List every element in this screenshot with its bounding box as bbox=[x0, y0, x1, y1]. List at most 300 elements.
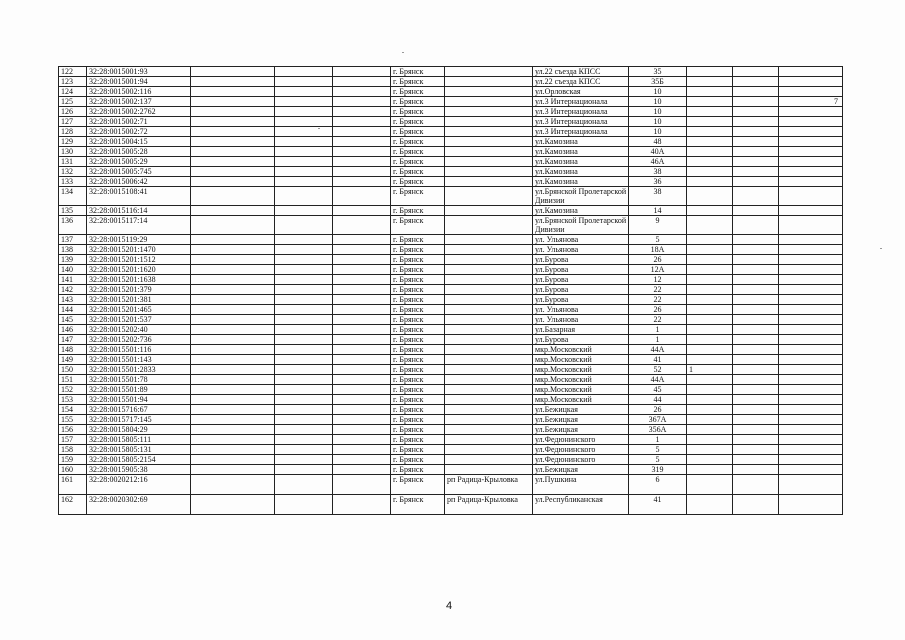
empty-cell bbox=[275, 77, 333, 87]
empty-cell bbox=[191, 167, 275, 177]
extra-cell bbox=[687, 295, 733, 305]
empty-cell bbox=[333, 325, 391, 335]
apartment-cell bbox=[779, 345, 843, 355]
scan-speck bbox=[880, 248, 882, 249]
apartment-cell bbox=[779, 157, 843, 167]
extra-cell bbox=[687, 355, 733, 365]
empty-cell bbox=[333, 455, 391, 465]
house-number-cell: 44А bbox=[629, 375, 687, 385]
row-number-cell: 138 bbox=[59, 245, 87, 255]
table-row bbox=[59, 87, 843, 97]
city-cell: г. Брянск bbox=[391, 97, 445, 107]
empty-cell bbox=[191, 425, 275, 435]
extra-cell bbox=[687, 147, 733, 157]
city-cell: г. Брянск bbox=[391, 465, 445, 475]
empty-cell bbox=[733, 475, 779, 495]
cadastral-number-cell: 32:28:0015805:131 bbox=[87, 445, 191, 455]
street-cell: ул.Пушкина bbox=[533, 475, 629, 495]
empty-cell bbox=[275, 375, 333, 385]
house-number-cell: 10 bbox=[629, 107, 687, 117]
empty-cell bbox=[333, 385, 391, 395]
house-number-cell: 12 bbox=[629, 275, 687, 285]
row-number-cell: 152 bbox=[59, 385, 87, 395]
street-cell: мкр.Московский bbox=[533, 345, 629, 355]
empty-cell bbox=[333, 127, 391, 137]
district-cell bbox=[445, 445, 533, 455]
table-row bbox=[59, 275, 843, 285]
row-number-cell: 129 bbox=[59, 137, 87, 147]
empty-cell bbox=[191, 295, 275, 305]
empty-cell bbox=[275, 265, 333, 275]
row-number-cell: 148 bbox=[59, 345, 87, 355]
apartment-cell bbox=[779, 375, 843, 385]
cadastral-number-cell: 32:28:0015002:137 bbox=[87, 97, 191, 107]
cadastral-number-cell: 32:28:0015501:143 bbox=[87, 355, 191, 365]
apartment-cell bbox=[779, 87, 843, 97]
empty-cell bbox=[733, 187, 779, 206]
extra-cell bbox=[687, 157, 733, 167]
empty-cell bbox=[733, 295, 779, 305]
district-cell bbox=[445, 285, 533, 295]
district-cell bbox=[445, 147, 533, 157]
extra-cell bbox=[687, 255, 733, 265]
empty-cell bbox=[333, 295, 391, 305]
table-row bbox=[59, 495, 843, 515]
empty-cell bbox=[733, 465, 779, 475]
empty-cell bbox=[333, 177, 391, 187]
district-cell bbox=[445, 425, 533, 435]
house-number-cell: 1 bbox=[629, 435, 687, 445]
house-number-cell: 6 bbox=[629, 475, 687, 495]
row-number-cell: 157 bbox=[59, 435, 87, 445]
street-cell: ул.Федюнинского bbox=[533, 455, 629, 465]
empty-cell bbox=[733, 435, 779, 445]
empty-cell bbox=[733, 385, 779, 395]
extra-cell bbox=[687, 405, 733, 415]
cadastral-number-cell: 32:28:0015001:93 bbox=[87, 67, 191, 77]
extra-cell bbox=[687, 435, 733, 445]
empty-cell bbox=[333, 107, 391, 117]
empty-cell bbox=[333, 285, 391, 295]
extra-cell bbox=[687, 67, 733, 77]
empty-cell bbox=[275, 495, 333, 515]
empty-cell bbox=[733, 455, 779, 465]
empty-cell bbox=[333, 395, 391, 405]
scan-speck bbox=[318, 128, 320, 129]
extra-cell bbox=[687, 465, 733, 475]
cadastral-number-cell: 32:28:0015201:1620 bbox=[87, 265, 191, 275]
street-cell: ул.Республиканская bbox=[533, 495, 629, 515]
empty-cell bbox=[275, 365, 333, 375]
empty-cell bbox=[733, 415, 779, 425]
empty-cell bbox=[191, 335, 275, 345]
apartment-cell bbox=[779, 255, 843, 265]
cadastral-number-cell: 32:28:0015005:745 bbox=[87, 167, 191, 177]
empty-cell bbox=[191, 255, 275, 265]
extra-cell bbox=[687, 305, 733, 315]
extra-cell bbox=[687, 167, 733, 177]
city-cell: г. Брянск bbox=[391, 335, 445, 345]
empty-cell bbox=[275, 285, 333, 295]
city-cell: г. Брянск bbox=[391, 235, 445, 245]
city-cell: г. Брянск bbox=[391, 345, 445, 355]
house-number-cell: 52 bbox=[629, 365, 687, 375]
house-number-cell: 14 bbox=[629, 206, 687, 216]
apartment-cell bbox=[779, 177, 843, 187]
cadastral-number-cell: 32:28:0015002:116 bbox=[87, 87, 191, 97]
empty-cell bbox=[275, 275, 333, 285]
empty-cell bbox=[275, 235, 333, 245]
row-number-cell: 145 bbox=[59, 315, 87, 325]
extra-cell bbox=[687, 107, 733, 117]
street-cell: ул.3 Интернационала bbox=[533, 107, 629, 117]
apartment-cell bbox=[779, 295, 843, 305]
empty-cell bbox=[275, 107, 333, 117]
house-number-cell: 1 bbox=[629, 335, 687, 345]
row-number-cell: 146 bbox=[59, 325, 87, 335]
row-number-cell: 124 bbox=[59, 87, 87, 97]
empty-cell bbox=[733, 375, 779, 385]
house-number-cell: 38 bbox=[629, 167, 687, 177]
empty-cell bbox=[191, 157, 275, 167]
empty-cell bbox=[191, 235, 275, 245]
cadastral-number-cell: 32:28:0015002:2762 bbox=[87, 107, 191, 117]
empty-cell bbox=[191, 285, 275, 295]
cadastral-number-cell: 32:28:0015116:14 bbox=[87, 206, 191, 216]
row-number-cell: 135 bbox=[59, 206, 87, 216]
empty-cell bbox=[191, 305, 275, 315]
city-cell: г. Брянск bbox=[391, 455, 445, 465]
district-cell: рп Радица-Крыловка bbox=[445, 495, 533, 515]
district-cell bbox=[445, 265, 533, 275]
extra-cell bbox=[687, 425, 733, 435]
empty-cell bbox=[733, 97, 779, 107]
city-cell: г. Брянск bbox=[391, 355, 445, 365]
empty-cell bbox=[191, 395, 275, 405]
empty-cell bbox=[733, 147, 779, 157]
row-number-cell: 126 bbox=[59, 107, 87, 117]
city-cell: г. Брянск bbox=[391, 495, 445, 515]
empty-cell bbox=[733, 425, 779, 435]
extra-cell bbox=[687, 216, 733, 235]
apartment-cell bbox=[779, 275, 843, 285]
street-cell: ул.Бурова bbox=[533, 255, 629, 265]
apartment-cell bbox=[779, 187, 843, 206]
row-number-cell: 153 bbox=[59, 395, 87, 405]
extra-cell bbox=[687, 245, 733, 255]
empty-cell bbox=[275, 475, 333, 495]
extra-cell bbox=[687, 325, 733, 335]
extra-cell bbox=[687, 495, 733, 515]
empty-cell bbox=[275, 325, 333, 335]
table-row bbox=[59, 395, 843, 405]
empty-cell bbox=[191, 495, 275, 515]
cadastral-number-cell: 32:28:0015002:72 bbox=[87, 127, 191, 137]
cadastral-number-cell: 32:28:0015717:145 bbox=[87, 415, 191, 425]
street-cell: ул.Бежицкая bbox=[533, 415, 629, 425]
row-number-cell: 128 bbox=[59, 127, 87, 137]
row-number-cell: 130 bbox=[59, 147, 87, 157]
empty-cell bbox=[733, 305, 779, 315]
apartment-cell bbox=[779, 415, 843, 425]
table-row bbox=[59, 365, 843, 375]
cadastral-number-cell: 32:28:0015108:41 bbox=[87, 187, 191, 206]
empty-cell bbox=[275, 127, 333, 137]
empty-cell bbox=[191, 275, 275, 285]
house-number-cell: 5 bbox=[629, 235, 687, 245]
row-number-cell: 161 bbox=[59, 475, 87, 495]
empty-cell bbox=[191, 127, 275, 137]
street-cell: мкр.Московский bbox=[533, 365, 629, 375]
district-cell bbox=[445, 255, 533, 265]
house-number-cell: 38 bbox=[629, 187, 687, 206]
row-number-cell: 140 bbox=[59, 265, 87, 275]
row-number-cell: 143 bbox=[59, 295, 87, 305]
empty-cell bbox=[333, 495, 391, 515]
cadastral-number-cell: 32:28:0015117:14 bbox=[87, 216, 191, 235]
cadastral-number-cell: 32:28:0015201:1512 bbox=[87, 255, 191, 265]
row-number-cell: 162 bbox=[59, 495, 87, 515]
row-number-cell: 127 bbox=[59, 117, 87, 127]
house-number-cell: 44 bbox=[629, 395, 687, 405]
house-number-cell: 44А bbox=[629, 345, 687, 355]
extra-cell bbox=[687, 275, 733, 285]
city-cell: г. Брянск bbox=[391, 265, 445, 275]
district-cell bbox=[445, 127, 533, 137]
district-cell bbox=[445, 295, 533, 305]
extra-cell bbox=[687, 235, 733, 245]
extra-cell bbox=[687, 445, 733, 455]
property-register-table bbox=[58, 66, 843, 515]
table-row bbox=[59, 177, 843, 187]
row-number-cell: 154 bbox=[59, 405, 87, 415]
street-cell: ул.3 Интернационала bbox=[533, 127, 629, 137]
empty-cell bbox=[191, 67, 275, 77]
empty-cell bbox=[275, 355, 333, 365]
street-cell: ул.Брянской Пролетарской Дивизии bbox=[533, 216, 629, 235]
district-cell bbox=[445, 455, 533, 465]
empty-cell bbox=[333, 405, 391, 415]
house-number-cell: 48 bbox=[629, 137, 687, 147]
empty-cell bbox=[275, 335, 333, 345]
district-cell bbox=[445, 117, 533, 127]
cadastral-number-cell: 32:28:0015201:1470 bbox=[87, 245, 191, 255]
empty-cell bbox=[733, 67, 779, 77]
city-cell: г. Брянск bbox=[391, 147, 445, 157]
row-number-cell: 122 bbox=[59, 67, 87, 77]
empty-cell bbox=[333, 355, 391, 365]
street-cell: ул.Бежицкая bbox=[533, 405, 629, 415]
house-number-cell: 1 bbox=[629, 325, 687, 335]
empty-cell bbox=[333, 206, 391, 216]
row-number-cell: 149 bbox=[59, 355, 87, 365]
empty-cell bbox=[333, 415, 391, 425]
empty-cell bbox=[333, 67, 391, 77]
city-cell: г. Брянск bbox=[391, 157, 445, 167]
empty-cell bbox=[333, 137, 391, 147]
empty-cell bbox=[191, 187, 275, 206]
empty-cell bbox=[333, 305, 391, 315]
district-cell bbox=[445, 97, 533, 107]
empty-cell bbox=[733, 216, 779, 235]
district-cell bbox=[445, 365, 533, 375]
street-cell: ул.Камозина bbox=[533, 147, 629, 157]
table-row bbox=[59, 245, 843, 255]
empty-cell bbox=[733, 345, 779, 355]
row-number-cell: 123 bbox=[59, 77, 87, 87]
district-cell bbox=[445, 77, 533, 87]
apartment-cell bbox=[779, 265, 843, 275]
table-row bbox=[59, 77, 843, 87]
empty-cell bbox=[275, 405, 333, 415]
empty-cell bbox=[333, 475, 391, 495]
street-cell: ул.22 съезда КПСС bbox=[533, 77, 629, 87]
street-cell: ул.Бурова bbox=[533, 295, 629, 305]
table-row bbox=[59, 435, 843, 445]
empty-cell bbox=[275, 315, 333, 325]
row-number-cell: 150 bbox=[59, 365, 87, 375]
street-cell: ул.Орловская bbox=[533, 87, 629, 97]
empty-cell bbox=[333, 365, 391, 375]
district-cell bbox=[445, 305, 533, 315]
empty-cell bbox=[733, 206, 779, 216]
house-number-cell: 40А bbox=[629, 147, 687, 157]
apartment-cell bbox=[779, 445, 843, 455]
apartment-cell bbox=[779, 107, 843, 117]
cadastral-number-cell: 32:28:0015716:67 bbox=[87, 405, 191, 415]
street-cell: ул.Камозина bbox=[533, 177, 629, 187]
empty-cell bbox=[733, 235, 779, 245]
apartment-cell bbox=[779, 167, 843, 177]
empty-cell bbox=[275, 177, 333, 187]
district-cell bbox=[445, 157, 533, 167]
empty-cell bbox=[733, 137, 779, 147]
city-cell: г. Брянск bbox=[391, 405, 445, 415]
table-row bbox=[59, 415, 843, 425]
street-cell: мкр.Московский bbox=[533, 375, 629, 385]
cadastral-number-cell: 32:28:0015001:94 bbox=[87, 77, 191, 87]
extra-cell bbox=[687, 137, 733, 147]
cadastral-number-cell: 32:28:0015202:40 bbox=[87, 325, 191, 335]
cadastral-number-cell: 32:28:0015501:89 bbox=[87, 385, 191, 395]
empty-cell bbox=[275, 255, 333, 265]
empty-cell bbox=[275, 137, 333, 147]
table-row bbox=[59, 405, 843, 415]
table-row bbox=[59, 325, 843, 335]
empty-cell bbox=[733, 245, 779, 255]
table-row bbox=[59, 265, 843, 275]
row-number-cell: 142 bbox=[59, 285, 87, 295]
apartment-cell bbox=[779, 455, 843, 465]
empty-cell bbox=[333, 465, 391, 475]
house-number-cell: 35 bbox=[629, 67, 687, 77]
district-cell bbox=[445, 315, 533, 325]
house-number-cell: 356А bbox=[629, 425, 687, 435]
empty-cell bbox=[275, 206, 333, 216]
empty-cell bbox=[733, 335, 779, 345]
empty-cell bbox=[733, 365, 779, 375]
house-number-cell: 10 bbox=[629, 127, 687, 137]
district-cell bbox=[445, 87, 533, 97]
empty-cell bbox=[275, 187, 333, 206]
apartment-cell bbox=[779, 117, 843, 127]
house-number-cell: 5 bbox=[629, 445, 687, 455]
house-number-cell: 10 bbox=[629, 117, 687, 127]
empty-cell bbox=[191, 147, 275, 157]
empty-cell bbox=[333, 245, 391, 255]
street-cell: мкр.Московский bbox=[533, 355, 629, 365]
row-number-cell: 158 bbox=[59, 445, 87, 455]
cadastral-number-cell: 32:28:0015805:111 bbox=[87, 435, 191, 445]
house-number-cell: 12А bbox=[629, 265, 687, 275]
extra-cell bbox=[687, 187, 733, 206]
empty-cell bbox=[333, 435, 391, 445]
row-number-cell: 139 bbox=[59, 255, 87, 265]
apartment-cell bbox=[779, 475, 843, 495]
apartment-cell bbox=[779, 425, 843, 435]
empty-cell bbox=[275, 87, 333, 97]
house-number-cell: 36 bbox=[629, 177, 687, 187]
empty-cell bbox=[191, 97, 275, 107]
empty-cell bbox=[191, 435, 275, 445]
empty-cell bbox=[275, 117, 333, 127]
table-row bbox=[59, 425, 843, 435]
table-row bbox=[59, 127, 843, 137]
district-cell bbox=[445, 395, 533, 405]
empty-cell bbox=[275, 385, 333, 395]
apartment-cell bbox=[779, 395, 843, 405]
empty-cell bbox=[275, 147, 333, 157]
street-cell: ул. Ульянова bbox=[533, 245, 629, 255]
district-cell bbox=[445, 345, 533, 355]
cadastral-number-cell: 32:28:0020302:69 bbox=[87, 495, 191, 515]
empty-cell bbox=[275, 305, 333, 315]
city-cell: г. Брянск bbox=[391, 67, 445, 77]
empty-cell bbox=[733, 107, 779, 117]
empty-cell bbox=[191, 345, 275, 355]
city-cell: г. Брянск bbox=[391, 445, 445, 455]
house-number-cell: 26 bbox=[629, 405, 687, 415]
extra-cell bbox=[687, 335, 733, 345]
table-row bbox=[59, 107, 843, 117]
extra-cell bbox=[687, 206, 733, 216]
house-number-cell: 45 bbox=[629, 385, 687, 395]
empty-cell bbox=[275, 295, 333, 305]
empty-cell bbox=[275, 395, 333, 405]
empty-cell bbox=[275, 245, 333, 255]
extra-cell bbox=[687, 345, 733, 355]
street-cell: ул.Камозина bbox=[533, 206, 629, 216]
empty-cell bbox=[333, 77, 391, 87]
apartment-cell bbox=[779, 127, 843, 137]
extra-cell bbox=[687, 285, 733, 295]
district-cell bbox=[445, 245, 533, 255]
empty-cell bbox=[191, 265, 275, 275]
page-number: 4 bbox=[446, 600, 453, 612]
cadastral-number-cell: 32:28:0015119:29 bbox=[87, 235, 191, 245]
extra-cell bbox=[687, 385, 733, 395]
row-number-cell: 132 bbox=[59, 167, 87, 177]
table-row bbox=[59, 206, 843, 216]
apartment-cell bbox=[779, 385, 843, 395]
street-cell: ул.Камозина bbox=[533, 157, 629, 167]
district-cell bbox=[445, 435, 533, 445]
city-cell: г. Брянск bbox=[391, 325, 445, 335]
empty-cell bbox=[733, 395, 779, 405]
street-cell: ул. Ульянова bbox=[533, 305, 629, 315]
street-cell: ул. Ульянова bbox=[533, 315, 629, 325]
empty-cell bbox=[733, 265, 779, 275]
